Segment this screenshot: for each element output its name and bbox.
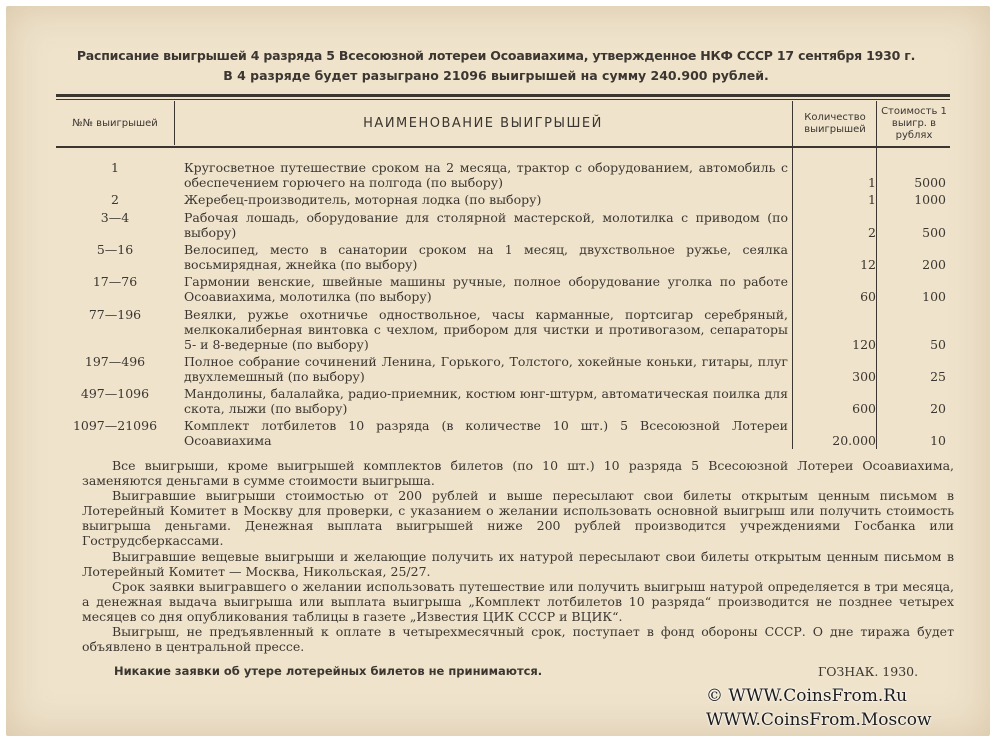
prize-cost: 1000 xyxy=(914,192,946,207)
prize-description: Рабочая лошадь, оборудование для столярной мастерской, молотилка с приводом (по выбору) xyxy=(184,210,788,240)
column-header-cost: Стоимость 1 выигр. в рублях xyxy=(881,106,947,141)
prize-number: 1097—21096 xyxy=(72,418,158,433)
table-top-rule xyxy=(56,94,950,97)
prize-number: 497—1096 xyxy=(80,386,150,401)
lottery-document xyxy=(6,6,990,736)
prize-quantity: 600 xyxy=(852,401,876,416)
prize-description: Веялки, ружье охотничье одноствольное, часы карманные, портсигар серебряный, мелкокалиберная винтовка с чехлом, прибором для чистки и противогазом, сепараторы 5- и 8-ведерные (по выбору) xyxy=(184,307,788,352)
prize-description: Гармонии венские, швейные машины ручные, полное оборудование уголка по работе Осоавиахима, молотилка (по выбору) xyxy=(184,274,788,304)
prize-description: Кругосветное путешествие сроком на 2 месяца, трактор с оборудованием, автомобиль с обеспечением горючего на полгода (по выбору) xyxy=(184,160,788,190)
document-subtitle: В 4 разряде будет разыграно 21096 выигрышей на сумму 240.900 рублей. xyxy=(223,68,769,83)
prize-number: 17—76 xyxy=(92,274,138,289)
note-paragraph: Все выигрыши, кроме выигрышей комплектов билетов (по 10 шт.) 10 разряда 5 Всесоюзной Лотереи Осоавиахима, заменяются деньгами в сумме стоимости выигрыша. xyxy=(82,458,954,489)
prize-quantity: 120 xyxy=(852,337,876,352)
prize-description: Велосипед, место в санатории сроком на 1 месяц, двухствольное ружье, сеялка восьмирядная, жнейка (по выбору) xyxy=(184,242,788,272)
prize-cost: 100 xyxy=(922,289,946,304)
watermark-line: © WWW.CoinsFrom.Ru xyxy=(706,686,908,706)
prize-description: Комплект лотбилетов 10 разряда (в количестве 10 шт.) 5 Всесоюзной Лотереи Осоавиахима xyxy=(184,418,788,448)
table-header-rule xyxy=(56,146,950,148)
prize-quantity: 300 xyxy=(852,369,876,384)
prize-cost: 20 xyxy=(930,401,946,416)
prize-quantity: 1 xyxy=(868,175,876,190)
watermark-line: WWW.CoinsFrom.Moscow xyxy=(706,710,932,730)
prize-quantity: 2 xyxy=(868,225,876,240)
footer-printer: ГОЗНАК. 1930. xyxy=(818,664,919,679)
column-header-name: НАИМЕНОВАНИЕ ВЫИГРЫШЕЙ xyxy=(363,116,603,131)
prize-description: Мандолины, балалайка, радио-приемник, костюм юнг-штурм, автоматическая поилка для скота, лыжи (по выбору) xyxy=(184,386,788,416)
prize-cost: 25 xyxy=(930,369,946,384)
prize-number: 5—16 xyxy=(96,242,134,257)
note-paragraph: Выигравшие вещевые выигрыши и желающие получить их натурой пересылают свои билеты открытым ценным письмом в Лотерейный Комитет — Москва, Никольская, 25/27. xyxy=(82,548,954,579)
prize-description: Полное собрание сочинений Ленина, Горького, Толстого, хокейные коньки, гитары, плуг двухлемешный (по выбору) xyxy=(184,354,788,384)
prize-cost: 500 xyxy=(922,225,946,240)
column-header-number: №№ выигрышей xyxy=(72,118,158,129)
prize-number: 197—496 xyxy=(84,354,146,369)
table-top-rule-thin xyxy=(56,99,950,100)
prize-quantity: 20.000 xyxy=(832,433,876,448)
column-divider xyxy=(174,101,175,145)
column-divider xyxy=(876,101,877,449)
prize-cost: 50 xyxy=(930,337,946,352)
document-title: Расписание выигрышей 4 разряда 5 Всесоюзной лотереи Осоавиахима, утвержденное НКФ СССР 17 сентября 1930 г. xyxy=(76,48,916,63)
footer-disclaimer: Никакие заявки об утере лотерейных билетов не принимаются. xyxy=(114,664,543,678)
prize-cost: 5000 xyxy=(914,175,946,190)
notes-section xyxy=(82,458,954,654)
prize-quantity: 60 xyxy=(860,289,876,304)
prize-number: 1 xyxy=(111,160,119,175)
note-paragraph: Срок заявки выигравшего о желании использовать путешествие или получить выигрыш натурой определяется в три месяца, а денежная выдача выигрыша или выплата выигрыша „Комплект лотбилетов 10 разряда“ производится не позднее четырех месяцев со дня опубликования таблицы в газете „Известия ЦИК СССР и ВЦИК“. xyxy=(82,578,954,624)
prize-quantity: 12 xyxy=(860,257,876,272)
prize-cost: 10 xyxy=(930,433,946,448)
prize-description: Жеребец-производитель, моторная лодка (по выбору) xyxy=(184,192,542,207)
column-divider xyxy=(792,101,793,449)
prize-number: 2 xyxy=(111,192,119,207)
note-paragraph: Выигрыш, не предъявленный к оплате в четырехмесячный срок, поступает в фонд обороны СССР. О дне тиража будет объявлено в центральной прессе. xyxy=(82,624,954,655)
column-header-quantity: Количество выигрышей xyxy=(804,112,866,135)
prize-number: 3—4 xyxy=(100,210,130,225)
prize-cost: 200 xyxy=(922,257,946,272)
prize-number: 77—196 xyxy=(88,307,142,322)
note-paragraph: Выигравшие выигрыши стоимостью от 200 рублей и выше пересылают свои билеты открытым ценным письмом в Лотерейный Комитет в Москву для проверки, с указанием о желании использовать основной выигрыш или получить стоимость выигрыша деньгами. Денежная выплата выигрышей ниже 200 рублей производится учреждениями Госбанка или Гострудсберкассами. xyxy=(82,488,954,549)
prize-quantity: 1 xyxy=(868,192,876,207)
